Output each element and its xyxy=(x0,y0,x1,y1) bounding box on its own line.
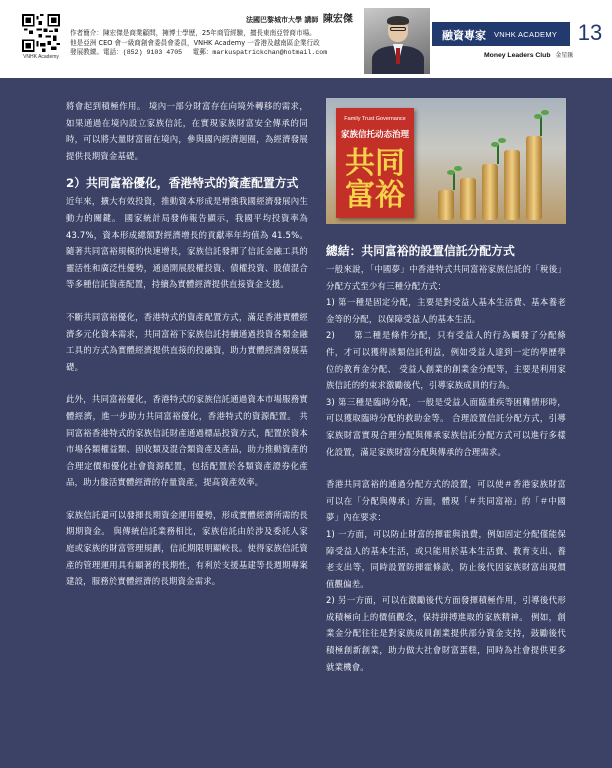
column-subtitle: VNHK ACADEMY xyxy=(494,30,558,39)
book-cover-image xyxy=(326,98,566,224)
author-photo xyxy=(364,8,430,74)
paragraph: 2) 另一方面，可以在激勵後代方面發揮積極作用，引導後代形成積極向上的價值觀念，保持拼搏進取的家族精神。 例如，創業金分配往往是對家族成員創業提供部分資金支持，鼓勵後代積極創新創業，助力做大社會財富蛋糕，同時為社會提供更多就業機會。 xyxy=(326,595,566,672)
right-column xyxy=(326,98,566,675)
paragraph: 一般來說，「中國夢」中香港特式共同富裕家族信託的「稅後」分配方式至少有三種分配方式： xyxy=(326,264,566,291)
paragraph: 將會起到積極作用。 境內一部分財富存在向境外轉移的需求，如果通過在境內設立家族信託，在實現家族財富安全傳承的同時，可以將大量財富留在境內，參與國內經濟迴圈，為經濟發展提供長期資金基礎。 xyxy=(66,101,308,161)
author-title: 法國巴黎城市大學 講師 xyxy=(246,16,319,24)
page-header xyxy=(0,0,612,78)
section-heading: 總結：共同富裕的設置信託分配方式 xyxy=(326,244,515,258)
column-title: 融資專家 xyxy=(442,29,486,42)
page-number: 13 xyxy=(577,20,603,45)
paragraph: 家族信託還可以發揮長期資金運用優勢，形成實體經濟所需的長期期資金。 與傳統信託業務相比，家族信託由於涉及委託人家庭或家族的財富管理規劃，信託期限明顯較長。使得家族信託資產的管理運用具有顯著的長期性，有利於支援基建等長週期專案建設，服務於實體經濟的長期資金需求。 xyxy=(66,509,308,587)
club-label xyxy=(484,50,573,59)
paragraph: 1) 一方面，可以防止財富的揮霍與浪費，例如固定分配僅能保障受益人的基本生活，或只能用於基本生活費、教育支出、養老支出等，同時設置防揮霍條款，防止後代因家族財富出現價值觀偏差。 xyxy=(326,528,566,589)
club-name-en: Money Leaders Club xyxy=(484,52,551,59)
book-title-en: Family Trust Governance xyxy=(344,116,406,122)
author-byline xyxy=(246,10,353,25)
paragraph: 2) 第二種是條件分配，只有受益人的行為觸發了分配條件，才可以獲得該類信託利益，例如受益人達到一定的學歷學位的教育金分配、 受益人創業的創業金分配等，主要是利用家族信託的約束求激勵後代，引導家族成員的行為。 xyxy=(326,330,566,391)
qr-code-icon[interactable] xyxy=(22,14,60,52)
paragraph: 此外，共同富裕優化，香港特式的家族信託通過資本市場服務實體經濟，進一步助力共同富裕優化，香港特式的資源配置。 共同富裕香港特式的家族信託財產通過標品投資方式，配置於資本市場各類權益類、固收類及混合類資產及產品，助力推動資產的合理定價和優化社會資源配置，包括配置於各類資產證券化產品，助力盤活實體經濟的存量資產，提高資產效率。 xyxy=(66,394,308,488)
paragraph: 3) 第三種是臨時分配，一般是受益人面臨重疾等困難情形時，可以獲取臨時分配的救助金等。 合理設置信託分配方式，引導家族財富實現合理分配與傳承家族信託分配方式可以進行多樣化設置，滿足家族財富分配與傳承的合理需求。 xyxy=(326,396,566,457)
left-column xyxy=(66,98,308,590)
section-heading: 2）共同富裕優化，香港特式的資產配置方式 xyxy=(66,176,299,191)
club-name-zh: 金星匯 xyxy=(555,52,574,59)
paragraph: 近年來，擴大有效投資，推動資本形成是增強我國經濟發展內生動力的關鍵。 國家統計局發佈報告顯示，我國平均投資率為 43.7%，資本形成總額對經濟增長的貢獻率年均值為 41.5%。 隨著共同富裕規模的快速增長，家族信託發揮了信託金融工具的靈活性和廣泛性優勢，通過開展股權投資、債權投資、股債混合等多種信託資產配置，持續為實體經濟提供直接資金支援。 xyxy=(66,196,308,290)
qr-caption: VNHK Academy xyxy=(23,54,59,60)
bio-contact: 發展教練。電話：(852) 9103 4705 電郵：markuspatrickchan@hotmail.com xyxy=(70,49,328,56)
bio-line-1: 作者簡介：陳宏傑是商業顧問，擁博士學歷，25年商管經驗，擅長東南亞營商市場。 xyxy=(70,29,316,37)
column-banner xyxy=(432,22,570,46)
author-bio xyxy=(70,28,362,58)
bio-line-2: 他是亞洲 CEO 會一級商創會委員會委員，VNHK Academy 一香港及越南區企業行政 xyxy=(70,39,320,47)
author-name: 陳宏傑 xyxy=(322,14,353,25)
book-cover xyxy=(336,108,414,218)
article-body xyxy=(0,78,612,768)
paragraph: 不斷共同富裕優化，香港特式的資產配置方式，滿足香港實體經濟多元化資本需求，共同富裕下家族信託持續通過投資各類金融工具的方式為實體經濟提供直接的投融資，助力實體經濟發展基礎。 xyxy=(66,311,308,372)
paragraph: 香港共同富裕的通過分配方式的設置，可以使＃香港家族財富 可以在「分配與傳承」方面，體現「＃共同富裕」的「＃中國夢」內在要求： xyxy=(326,479,566,523)
book-title-zh: 家族信托动态治理 xyxy=(340,130,409,140)
book-title-main: 共同富裕 xyxy=(345,146,405,213)
paragraph: 1) 第一種是固定分配，主要是對受益人基本生活費、基本養老金等的分配，以保障受益人的基本生活。 xyxy=(326,297,566,324)
